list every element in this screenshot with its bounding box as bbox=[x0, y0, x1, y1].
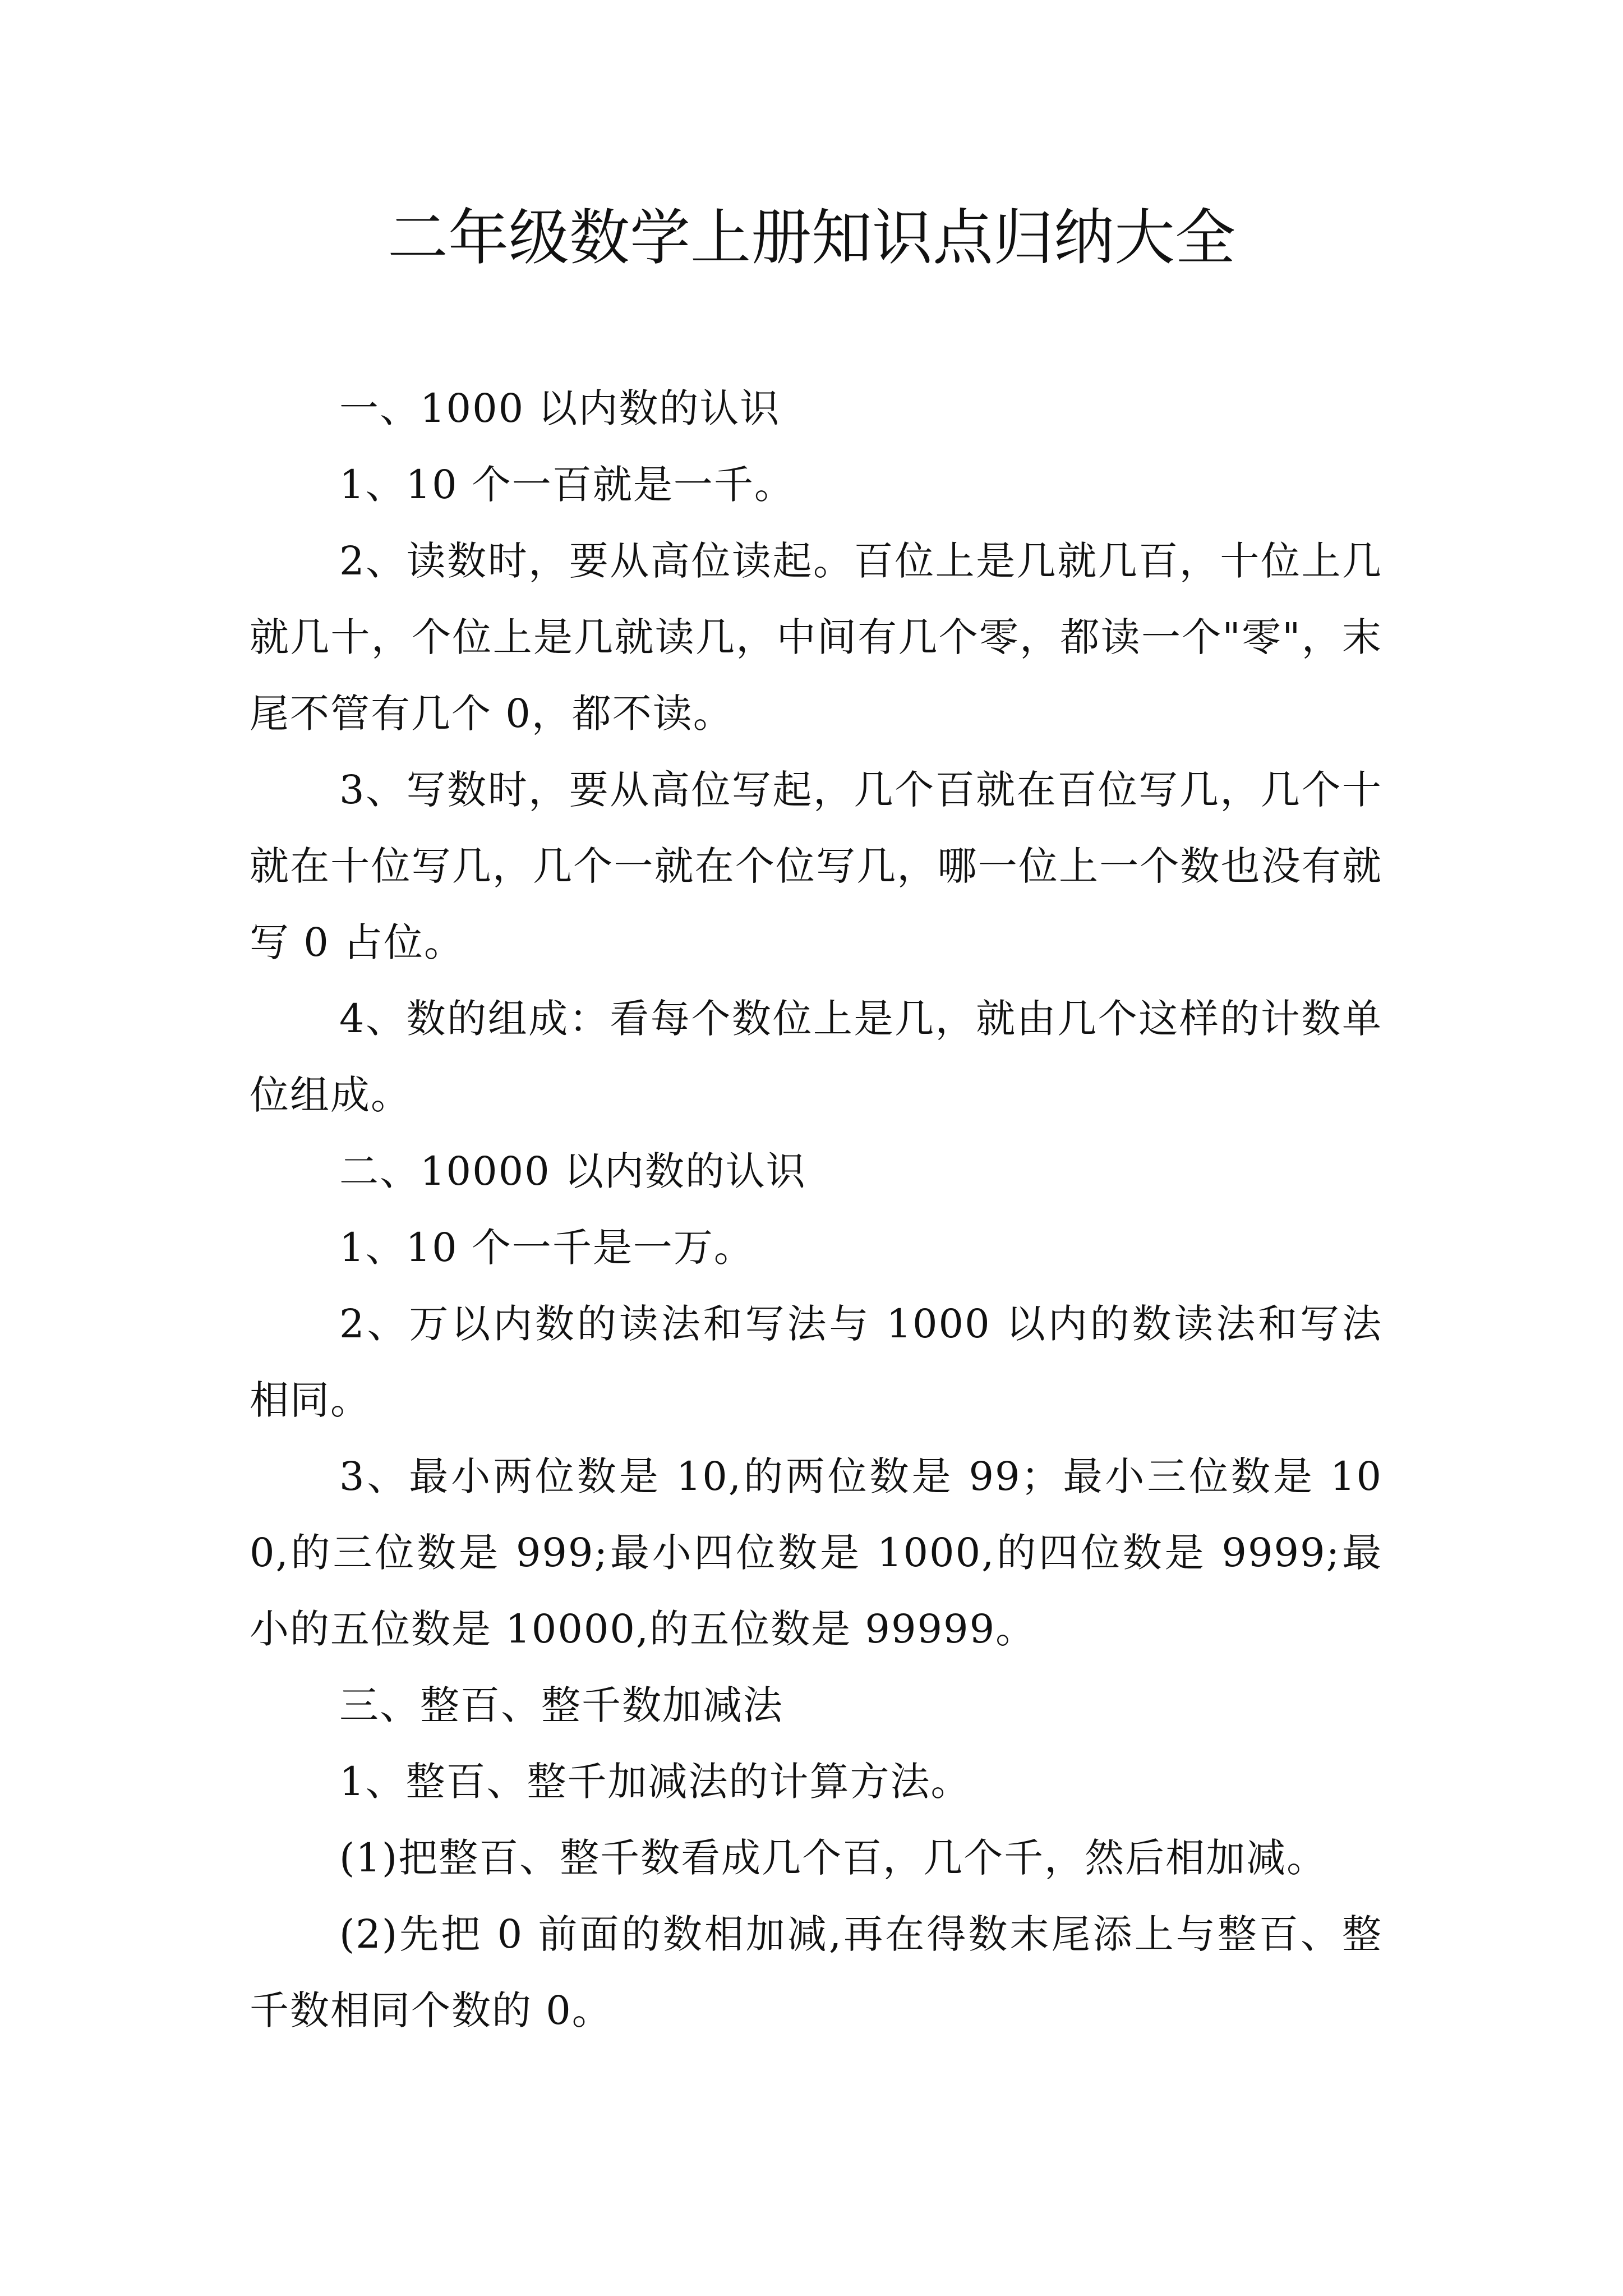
section-heading-1: 一、1000 以内数的认识 bbox=[339, 385, 781, 431]
paragraph: 1、整百、整千加减法的计算方法。 bbox=[339, 1759, 971, 1805]
paragraph: 3、最小两位数是 10,的两位数是 99；最小三位数是 100,的三位数是 999;最小四位数是 1000,的四位数是 9999;最小的五位数是 10000,的五位数是 99999。 bbox=[250, 1453, 1382, 1652]
paragraph: 3、写数时，要从高位写起，几个百就在百位写几，几个十就在十位写几，几个一就在个位写几，哪一位上一个数也没有就写 0 占位。 bbox=[250, 767, 1382, 965]
document-title: 二年级数学上册知识点归纳大全 bbox=[387, 203, 1235, 273]
paragraph: (1)把整百、整千数看成几个百，几个千，然后相加减。 bbox=[339, 1835, 1327, 1881]
paragraph: 4、数的组成：看每个数位上是几，就由几个这样的计数单位组成。 bbox=[250, 996, 1382, 1118]
paragraph: 2、万以内数的读法和写法与 1000 以内的数读法和写法相同。 bbox=[250, 1301, 1382, 1423]
section-heading-3: 三、整百、整千数加减法 bbox=[339, 1682, 783, 1728]
paragraph: (2)先把 0 前面的数相加减,再在得数末尾添上与整百、整千数相同个数的 0。 bbox=[250, 1911, 1382, 2033]
paragraph: 2、读数时，要从高位读起。百位上是几就几百，十位上几就几十，个位上是几就读几，中间有几个零，都读一个"零"，末尾不管有几个 0，都不读。 bbox=[250, 538, 1382, 737]
paragraph: 1、10 个一千是一万。 bbox=[339, 1225, 754, 1271]
paragraph: 1、10 个一百就是一千。 bbox=[339, 462, 795, 508]
document-body bbox=[250, 370, 1382, 2049]
section-heading-2: 二、10000 以内数的认识 bbox=[339, 1148, 806, 1194]
